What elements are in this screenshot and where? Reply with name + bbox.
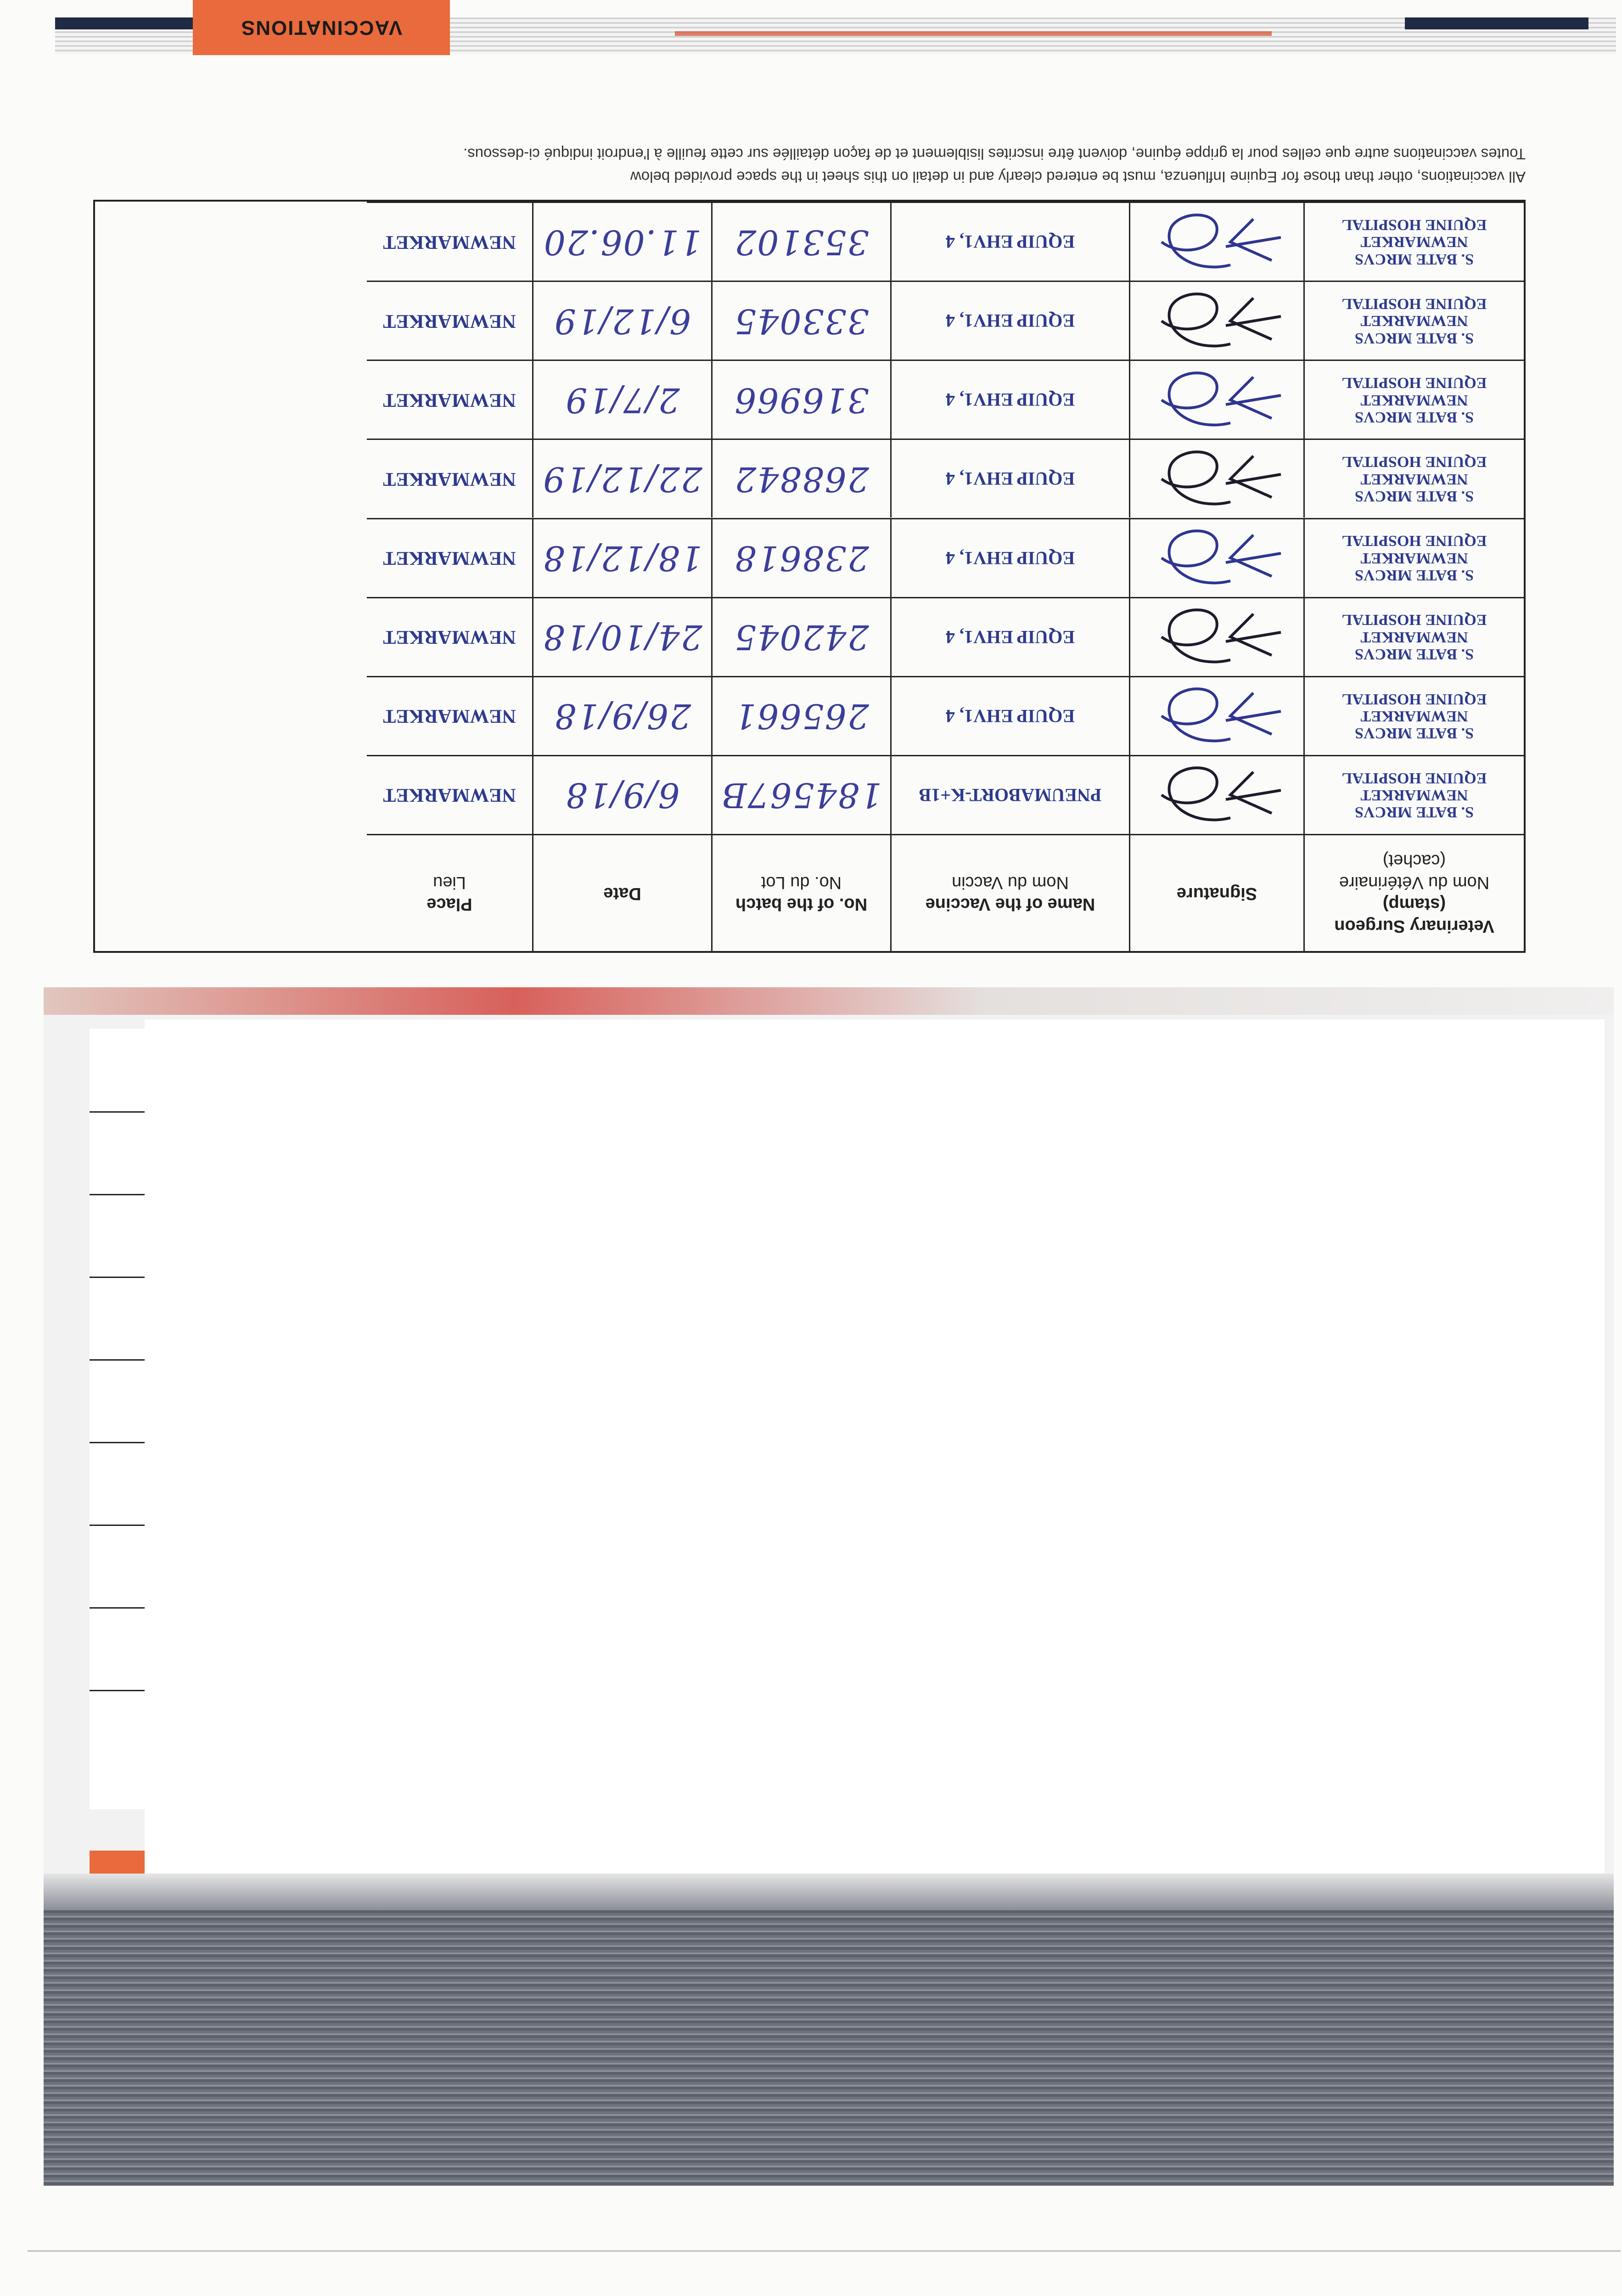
signature-scribble-icon	[1134, 363, 1300, 437]
vet-stamp: S. BATE MRCVS NEWMARKET EQUINE HOSPITAL	[1303, 281, 1524, 360]
batch-number: 268842	[711, 439, 890, 518]
signature-scribble	[1129, 597, 1303, 676]
signature-scribble	[1129, 676, 1303, 755]
batch-number: 333045	[711, 281, 890, 360]
blank-sheet	[145, 1019, 1605, 2002]
bottom-edge-line	[28, 2250, 1621, 2252]
vaccination-place: NEWMARKET	[367, 360, 532, 439]
signature-scribble-icon	[1134, 442, 1300, 516]
vaccination-date: 6/12/19	[532, 281, 711, 360]
vaccination-date: 22/12/19	[532, 439, 711, 518]
vet-stamp: S. BATE MRCVS NEWMARKET EQUINE HOSPITAL	[1303, 755, 1524, 834]
batch-number: 238618	[711, 518, 890, 597]
header-place: Place Lieu	[367, 834, 532, 951]
vaccine-name: EQUIP EHV1, 4	[890, 281, 1129, 360]
signature-scribble-icon	[1134, 284, 1300, 358]
header-date: Date	[532, 834, 711, 951]
vaccinations-tab: VACCINATIONS	[193, 0, 450, 55]
vaccine-name: EQUIP EHV1, 4	[890, 597, 1129, 676]
instructions-note	[93, 143, 1526, 188]
vaccination-date: 26/9/18	[532, 676, 711, 755]
header-signature: Signature	[1129, 834, 1303, 951]
signature-scribble-icon	[1134, 205, 1300, 279]
vet-stamp: S. BATE MRCVS NEWMARKET EQUINE HOSPITAL	[1303, 202, 1524, 281]
signature-scribble-icon	[1134, 600, 1300, 674]
vaccination-place: NEWMARKET	[367, 281, 532, 360]
note-fr: Toutes vaccinations autre que celles pour la grippe équine, doivent être inscrites lisiblement et de façon détaillée sur cette feuille à l'endroit indiqué ci-dessous.	[463, 146, 1526, 163]
signature-scribble	[1129, 439, 1303, 518]
vaccination-table	[93, 200, 1526, 953]
scan-shadow	[44, 1910, 1614, 2186]
vet-stamp: S. BATE MRCVS NEWMARKET EQUINE HOSPITAL	[1303, 676, 1524, 755]
signature-scribble	[1129, 202, 1303, 281]
vaccination-place: NEWMARKET	[367, 597, 532, 676]
vaccination-place: NEWMARKET	[367, 202, 532, 281]
vaccine-name: PNEUMABORT-K+1B	[890, 755, 1129, 834]
vaccination-place: NEWMARKET	[367, 518, 532, 597]
signature-scribble	[1129, 518, 1303, 597]
vaccine-name: EQUIP EHV1, 4	[890, 360, 1129, 439]
vaccination-date: 6/9/18	[532, 755, 711, 834]
rotated-page-region	[0, 0, 1622, 1010]
signature-scribble	[1129, 360, 1303, 439]
signature-scribble	[1129, 755, 1303, 834]
signature-scribble-icon	[1134, 679, 1300, 753]
vaccination-place: NEWMARKET	[367, 439, 532, 518]
scan-banner	[44, 987, 1614, 1015]
signature-scribble	[1129, 281, 1303, 360]
header-batch: No. of the batch No. du Lot	[711, 834, 890, 951]
note-en: All vaccinations, other than those for Equine Influenza, must be entered clearly and in detail on this sheet in the space provided below	[630, 169, 1526, 186]
left-table-edge	[90, 1029, 146, 1809]
vaccination-place: NEWMARKET	[367, 755, 532, 834]
vet-stamp: S. BATE MRCVS NEWMARKET EQUINE HOSPITAL	[1303, 597, 1524, 676]
signature-scribble-icon	[1134, 521, 1300, 595]
vaccination-date: 24/10/18	[532, 597, 711, 676]
vaccine-name: EQUIP EHV1, 4	[890, 676, 1129, 755]
batch-number: 316966	[711, 360, 890, 439]
vaccination-place: NEWMARKET	[367, 676, 532, 755]
vaccination-date: 2/7/19	[532, 360, 711, 439]
vaccine-name: EQUIP EHV1, 4	[890, 518, 1129, 597]
vet-stamp: S. BATE MRCVS NEWMARKET EQUINE HOSPITAL	[1303, 360, 1524, 439]
batch-number: 242045	[711, 597, 890, 676]
signature-scribble-icon	[1134, 758, 1300, 832]
vaccine-name: EQUIP EHV1, 4	[890, 202, 1129, 281]
batch-number: 353102	[711, 202, 890, 281]
header-vaccine: Name of the Vaccine Nom du Vaccin	[890, 834, 1129, 951]
vet-stamp: S. BATE MRCVS NEWMARKET EQUINE HOSPITAL	[1303, 518, 1524, 597]
vaccination-date: 18/12/18	[532, 518, 711, 597]
batch-number: 184567B	[711, 755, 890, 834]
vaccination-date: 11.06.20	[532, 202, 711, 281]
vaccine-name: EQUIP EHV1, 4	[890, 439, 1129, 518]
vet-stamp: S. BATE MRCVS NEWMARKET EQUINE HOSPITAL	[1303, 439, 1524, 518]
header-surgeon: Veterinary Surgeon (stamp) Nom du Vétérinaire (cachet)	[1303, 834, 1524, 951]
batch-number: 265661	[711, 676, 890, 755]
lower-scan-area	[44, 987, 1614, 2186]
